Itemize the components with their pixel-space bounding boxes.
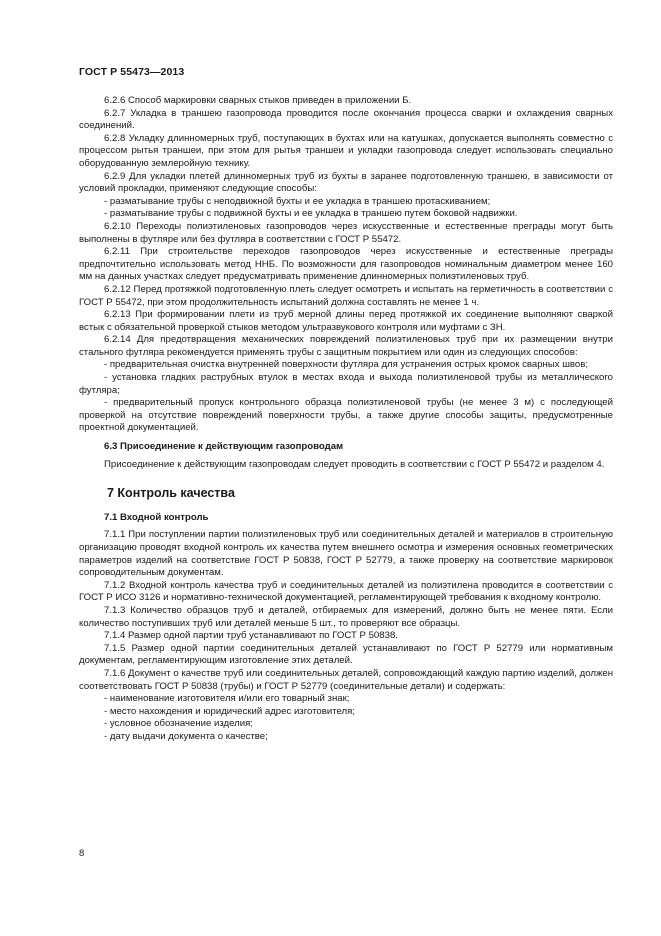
document-header: ГОСТ Р 55473—2013 <box>79 66 185 78</box>
list-item: - наименование изготовителя и/или его товарный знак; <box>104 693 350 705</box>
section-heading: 6.3 Присоединение к действующим газопроводам <box>104 441 344 453</box>
paragraph: 6.2.14 Для предотвращения механических повреждений полиэтиленовых труб при их размещении внутри стального футляра рекомендуется применять трубы с защитным покрытием или один из следующих способов: <box>79 334 613 358</box>
paragraph: 6.2.6 Способ маркировки сварных стыков приведен в приложении Б. <box>104 95 412 106</box>
list-item: - установка гладких раструбных втулок в местах входа и выхода полиэтиленовой трубы из металлического футляра; <box>79 372 613 396</box>
paragraph: 6.2.8 Укладку длинномерных труб, поступающих в бухтах или на катушках, допускается выполнять совместно с процессом рытья траншеи, при этом для рытья траншеи и укладки газопровода следует использовать специально оборудованную землеройную технику. <box>79 132 613 169</box>
list-item: - предварительный пропуск контрольного образца полиэтиленовой трубы (не менее 3 м) с последующей проверкой на отсутствие повреждений поверхности трубы, а также другие способы защиты, предусмотренные проектной документацией. <box>79 397 613 434</box>
paragraph: 6.2.10 Переходы полиэтиленовых газопроводов через искусственные и естественные преграды могут быть выполнены в футляре или без футляра в соответствии с ГОСТ Р 55472. <box>79 220 613 245</box>
paragraph: 6.2.7 Укладка в траншею газопровода проводится после окончания процесса сварки и охлаждения сварных соединений. <box>79 107 613 132</box>
paragraph: 7.1.2 Входной контроль качества труб и соединительных деталей из полиэтилена проводится в соответствии с ГОСТ Р ИСО 3126 и нормативно-технической документацией, регламентирующей требования к входному контролю. <box>79 579 613 604</box>
paragraph: 7.1.1 При поступлении партии полиэтиленовых труб или соединительных деталей и материалов в строительную организацию проводят входной контроль их качества путем внешнего осмотра и измерения основных геометрических параметров изделий на соответствие ГОСТ Р 50838, ГОСТ Р 52779, а также проверку на соответствие маркировок сопроводительным документам. <box>79 529 613 579</box>
paragraph: 7.1.3 Количество образцов труб и деталей, отбираемых для измерений, должно быть не менее пяти. Если количество поступивших труб или деталей меньше 5 шт., то проверяют все образцы. <box>79 604 613 629</box>
list-item: - предварительная очистка внутренней поверхности футляра для устранения острых кромок сварных швов; <box>104 359 588 371</box>
section-heading: 7.1 Входной контроль <box>104 511 209 523</box>
paragraph: 6.2.13 При формировании плети из труб мерной длины перед протяжкой их соединение выполняют сваркой встык с обязательной проверкой стыков методом ультразвукового контроля или муфтами с ЗН. <box>79 309 613 333</box>
paragraph: 6.2.12 Перед протяжкой подготовленную плеть следует осмотреть и испытать на герметичность в соответствии с ГОСТ Р 55472, при этом продолжительность испытаний должна составлять не менее 1 ч. <box>79 283 613 308</box>
page-number: 8 <box>79 848 85 859</box>
document-body <box>79 95 613 744</box>
paragraph: 7.1.5 Размер одной партии соединительных деталей устанавливают по ГОСТ Р 52779 или нормативным документам, регламентирующим изготовление этих деталей. <box>79 642 613 667</box>
paragraph: Присоединение к действующим газопроводам следует проводить в соответствии с ГОСТ Р 55472 и разделом 4. <box>104 458 605 470</box>
list-item: - разматывание трубы с подвижной бухты и ее укладка в траншею путем боковой надвижки. <box>104 208 518 220</box>
paragraph: 7.1.6 Документ о качестве труб или соединительных деталей, сопровождающий каждую партию изделий, должен соответствовать ГОСТ Р 50838 (трубы) и ГОСТ Р 52779 (соединительные детали) и содержать: <box>79 667 613 692</box>
paragraph: 6.2.9 Для укладки плетей длинномерных труб из бухты в заранее подготовленную траншею, в зависимости от условий прокладки, применяют следующие способы: <box>79 170 613 195</box>
paragraph: 7.1.4 Размер одной партии труб устанавливают по ГОСТ Р 50838. <box>104 630 398 642</box>
list-item: - место нахождения и юридический адрес изготовителя; <box>104 705 355 717</box>
list-item: - условное обозначение изделия; <box>104 718 253 730</box>
paragraph: 6.2.11 При строительстве переходов газопроводов через искусственные и естественные преграды предпочтительно использовать метод ННБ. По возможности для газопроводов номинальным диаметром менее 160 мм на данных участках следует предусматривать применение длинномерных полиэтиленовых труб. <box>79 246 613 283</box>
list-item: - дату выдачи документа о качестве; <box>104 730 268 742</box>
chapter-heading: 7 Контроль качества <box>107 486 235 501</box>
list-item: - разматывание трубы с неподвижной бухты и ее укладка в траншею протаскиванием; <box>104 195 491 207</box>
